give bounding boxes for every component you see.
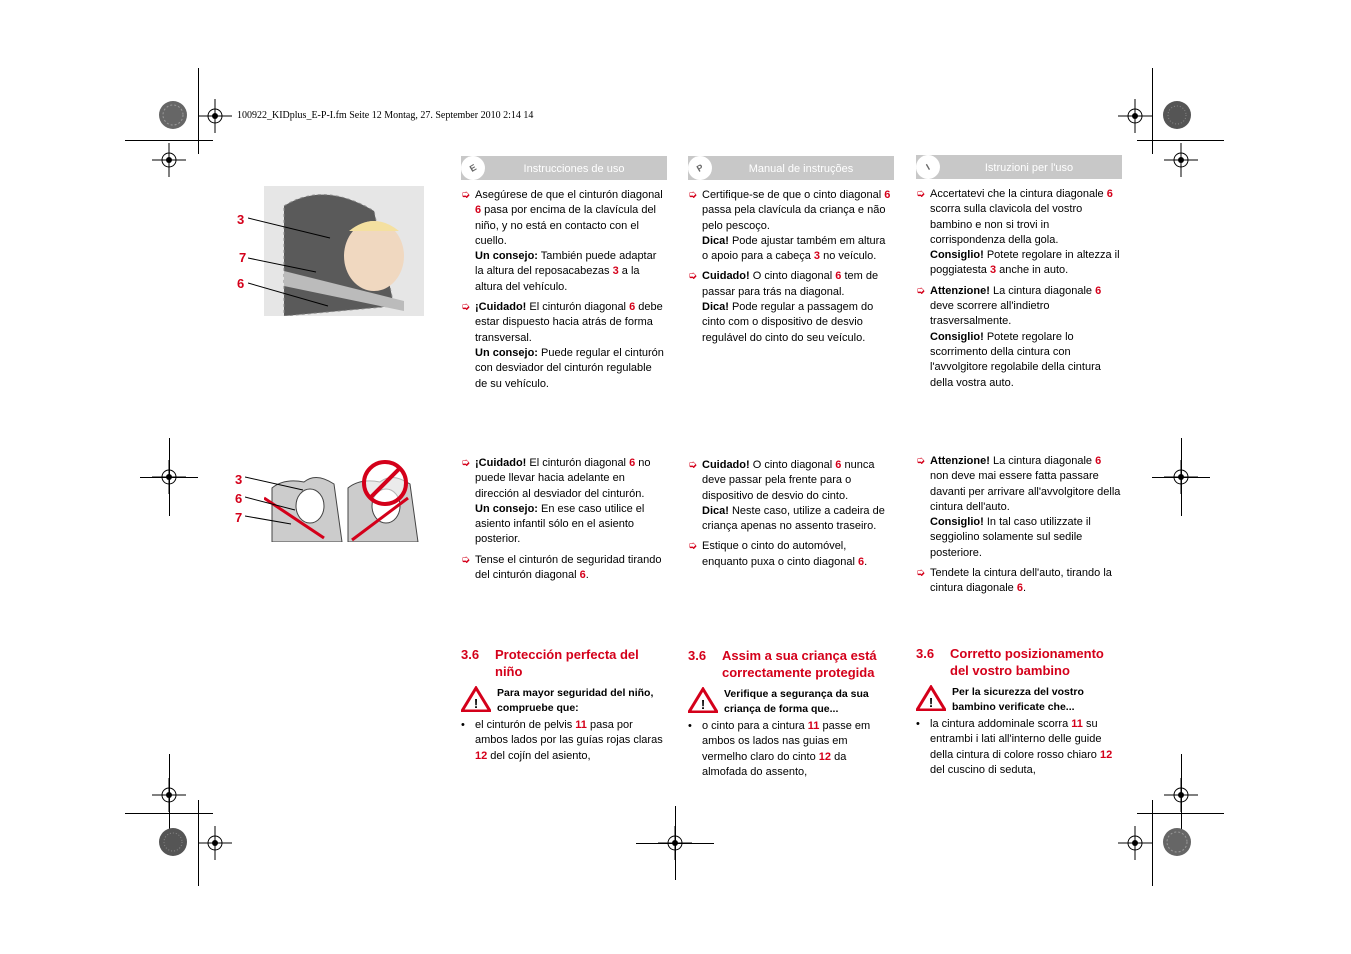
callout-lines [245,470,325,530]
instructions-es-top [461,188,667,397]
registration-mark-icon [1118,99,1152,133]
instructions-it-middle [916,454,1122,602]
check-item: • o cinto para a cintura 11 passe em ambos os lados nas guias em vermelho claro do cinto 12 da almofada do assento, [688,720,871,778]
crop-line [1152,477,1210,478]
callout-label: 7 [235,510,243,525]
instruction-item: ➭ ¡Cuidado! El cinturón diagonal 6 debe estar dispuesto hacia atrás de forma transversal. Un consejo: Puede regular el cinturón con desviador del cinturón regulable de su vehículo. [461,301,664,390]
section-heading: 3.6 Assim a sua criança está correctamente protegida [688,648,877,680]
warning-triangle-icon [688,687,718,713]
callout-lines [248,210,348,310]
arrow-bullet-icon: ➭ [461,553,471,566]
instruction-item: ➭ Cuidado! O cinto diagonal 6 tem de passar para trás na diagonal. Dica! Pode regular a passagem do cinto com o dispositivo de desvio regulável do cinto do seu veículo. [688,270,879,344]
arrow-bullet-icon: ➭ [916,188,926,200]
crop-line [1137,140,1224,141]
section-pt [688,647,894,780]
column-header-portuguese [688,156,894,180]
instruction-item: ➭ Estique o cinto do automóvel, enquanto puxa o cinto diagonal 6. [688,540,868,568]
language-badge: P [684,152,717,185]
arrow-bullet-icon: ➭ [916,567,926,580]
safety-warning: ! Per la sicurezza del vostro bambino verificate che... [916,685,1122,715]
column-header-italian [916,155,1122,179]
callout-label: 6 [237,276,245,291]
arrow-bullet-icon: ➭ [688,459,698,471]
registration-mark-icon [198,826,232,860]
safety-warning: ! Para mayor seguridad del niño, compruebe que: [461,686,667,716]
instruction-item: ➭ Asegúrese de que el cinturón diagonal 6 pasa por encima de la clavícula del niño, y no está en contacto con el cuello. Un consejo: También puede adaptar la altura del reposacabezas 3 a la altura del vehículo. [461,189,663,293]
arrow-bullet-icon: ➭ [916,284,926,297]
crop-line [140,477,198,478]
callout-label: 3 [235,472,243,487]
registration-mark-icon [1118,826,1152,860]
crop-line [169,754,170,834]
crop-line [675,806,676,880]
instruction-item: ➭ Certifique-se de que o cinto diagonal 6 passa pela clavícula da criança e não pelo pescoço. Dica! Pode ajustar também em altura o apoio para a cabeça 3 no veículo. [688,189,891,263]
arrow-bullet-icon: ➭ [916,455,926,467]
warning-triangle-icon [461,686,491,712]
instructions-pt-top [688,188,894,351]
instruction-item: ➭ Accertatevi che la cintura diagonale 6 scorra sulla clavicola del vostro bambino e non si trovi in corrispondenza della gola. Consiglio! Potete regolare in altezza il poggiatesta 3 anche in auto. [916,188,1120,277]
arrow-bullet-icon: ➭ [461,189,471,201]
crop-line [125,140,213,141]
svg-text:!: ! [700,697,706,712]
warning-triangle-icon [916,685,946,711]
language-badge: I [912,151,945,184]
file-header: 100922_KIDplus_E-P-I.fm Seite 12 Montag, 27. September 2010 2:14 14 [237,110,534,121]
column-header-spanish [461,156,667,180]
registration-mark-icon [158,100,188,130]
registration-mark-icon [1162,827,1192,857]
section-heading: 3.6 Protección perfecta del niño [461,647,639,679]
instruction-item: ➭ Attenzione! La cintura diagonale 6 non deve mai essere fatta passare davanti per arrivare all'avvolgitore della cintura dell'auto. Consiglio! In tal caso utilizzate il seggiolino solamente sul sedile posteriore. [916,455,1121,559]
arrow-bullet-icon: ➭ [461,301,471,314]
language-badge: E [457,152,490,185]
registration-mark-icon [1164,143,1198,177]
arrow-bullet-icon: ➭ [688,270,698,283]
registration-mark-icon [158,827,188,857]
registration-mark-icon [198,99,232,133]
section-es [461,646,667,764]
arrow-bullet-icon: ➭ [688,189,698,201]
prohibited-icon [360,458,410,508]
arrow-bullet-icon: ➭ [688,540,698,553]
instruction-item: ➭ Cuidado! O cinto diagonal 6 nunca deve passar pela frente para o dispositivo de desvio do cinto. Dica! Neste caso, utilize a cadeira de criança apenas no assento traseiro. [688,459,885,533]
section-heading: 3.6 Corretto posizionamento del vostro bambino [916,646,1104,678]
callout-label: 3 [237,212,245,227]
instruction-item: ➭ ¡Cuidado! El cinturón diagonal 6 no puede llevar hacia adelante en dirección al desviador del cinturón. Un consejo: En ese caso utilice el asiento infantil sólo en el asiento posterior. [461,457,651,546]
callout-label: 6 [235,491,243,506]
svg-text:!: ! [928,695,934,710]
registration-mark-icon [1162,100,1192,130]
safety-warning: ! Verifique a segurança da sua criança de forma que... [688,687,894,717]
registration-mark-icon [152,143,186,177]
instruction-item: ➭ Attenzione! La cintura diagonale 6 deve scorrere all'indietro trasversalmente. Consiglio! Potete regolare lo scorrimento della cintura con l'avvolgitore regolabile della cintura della vostra auto. [916,284,1102,389]
arrow-bullet-icon: ➭ [461,457,471,469]
column-title: Manual de instruções [748,163,854,175]
crop-line [1152,68,1153,154]
crop-line [1181,754,1182,834]
section-it [916,645,1122,778]
instructions-it-top [916,187,1122,396]
check-item: • el cinturón de pelvis 11 pasa por ambos lados por las guías rojas claras 12 del cojín del asiento, [461,719,663,762]
check-item: • la cintura addominale scorra 11 su entrambi i lati all'interno delle guide della cintura di colore rosso chiaro 12 del cuscino di seduta, [916,718,1113,776]
column-title: Instrucciones de uso [523,163,625,175]
instruction-item: ➭ Tendete la cintura dell'auto, tirando la cintura diagonale 6. [916,567,1112,595]
instruction-item: ➭ Tense el cinturón de seguridad tirando del cinturón diagonal 6. [461,553,662,582]
callout-label: 7 [239,250,247,265]
svg-text:!: ! [473,696,479,711]
instructions-es-middle [461,456,667,588]
column-title: Istruzioni per l'uso [984,162,1074,174]
instructions-pt-middle [688,458,894,575]
